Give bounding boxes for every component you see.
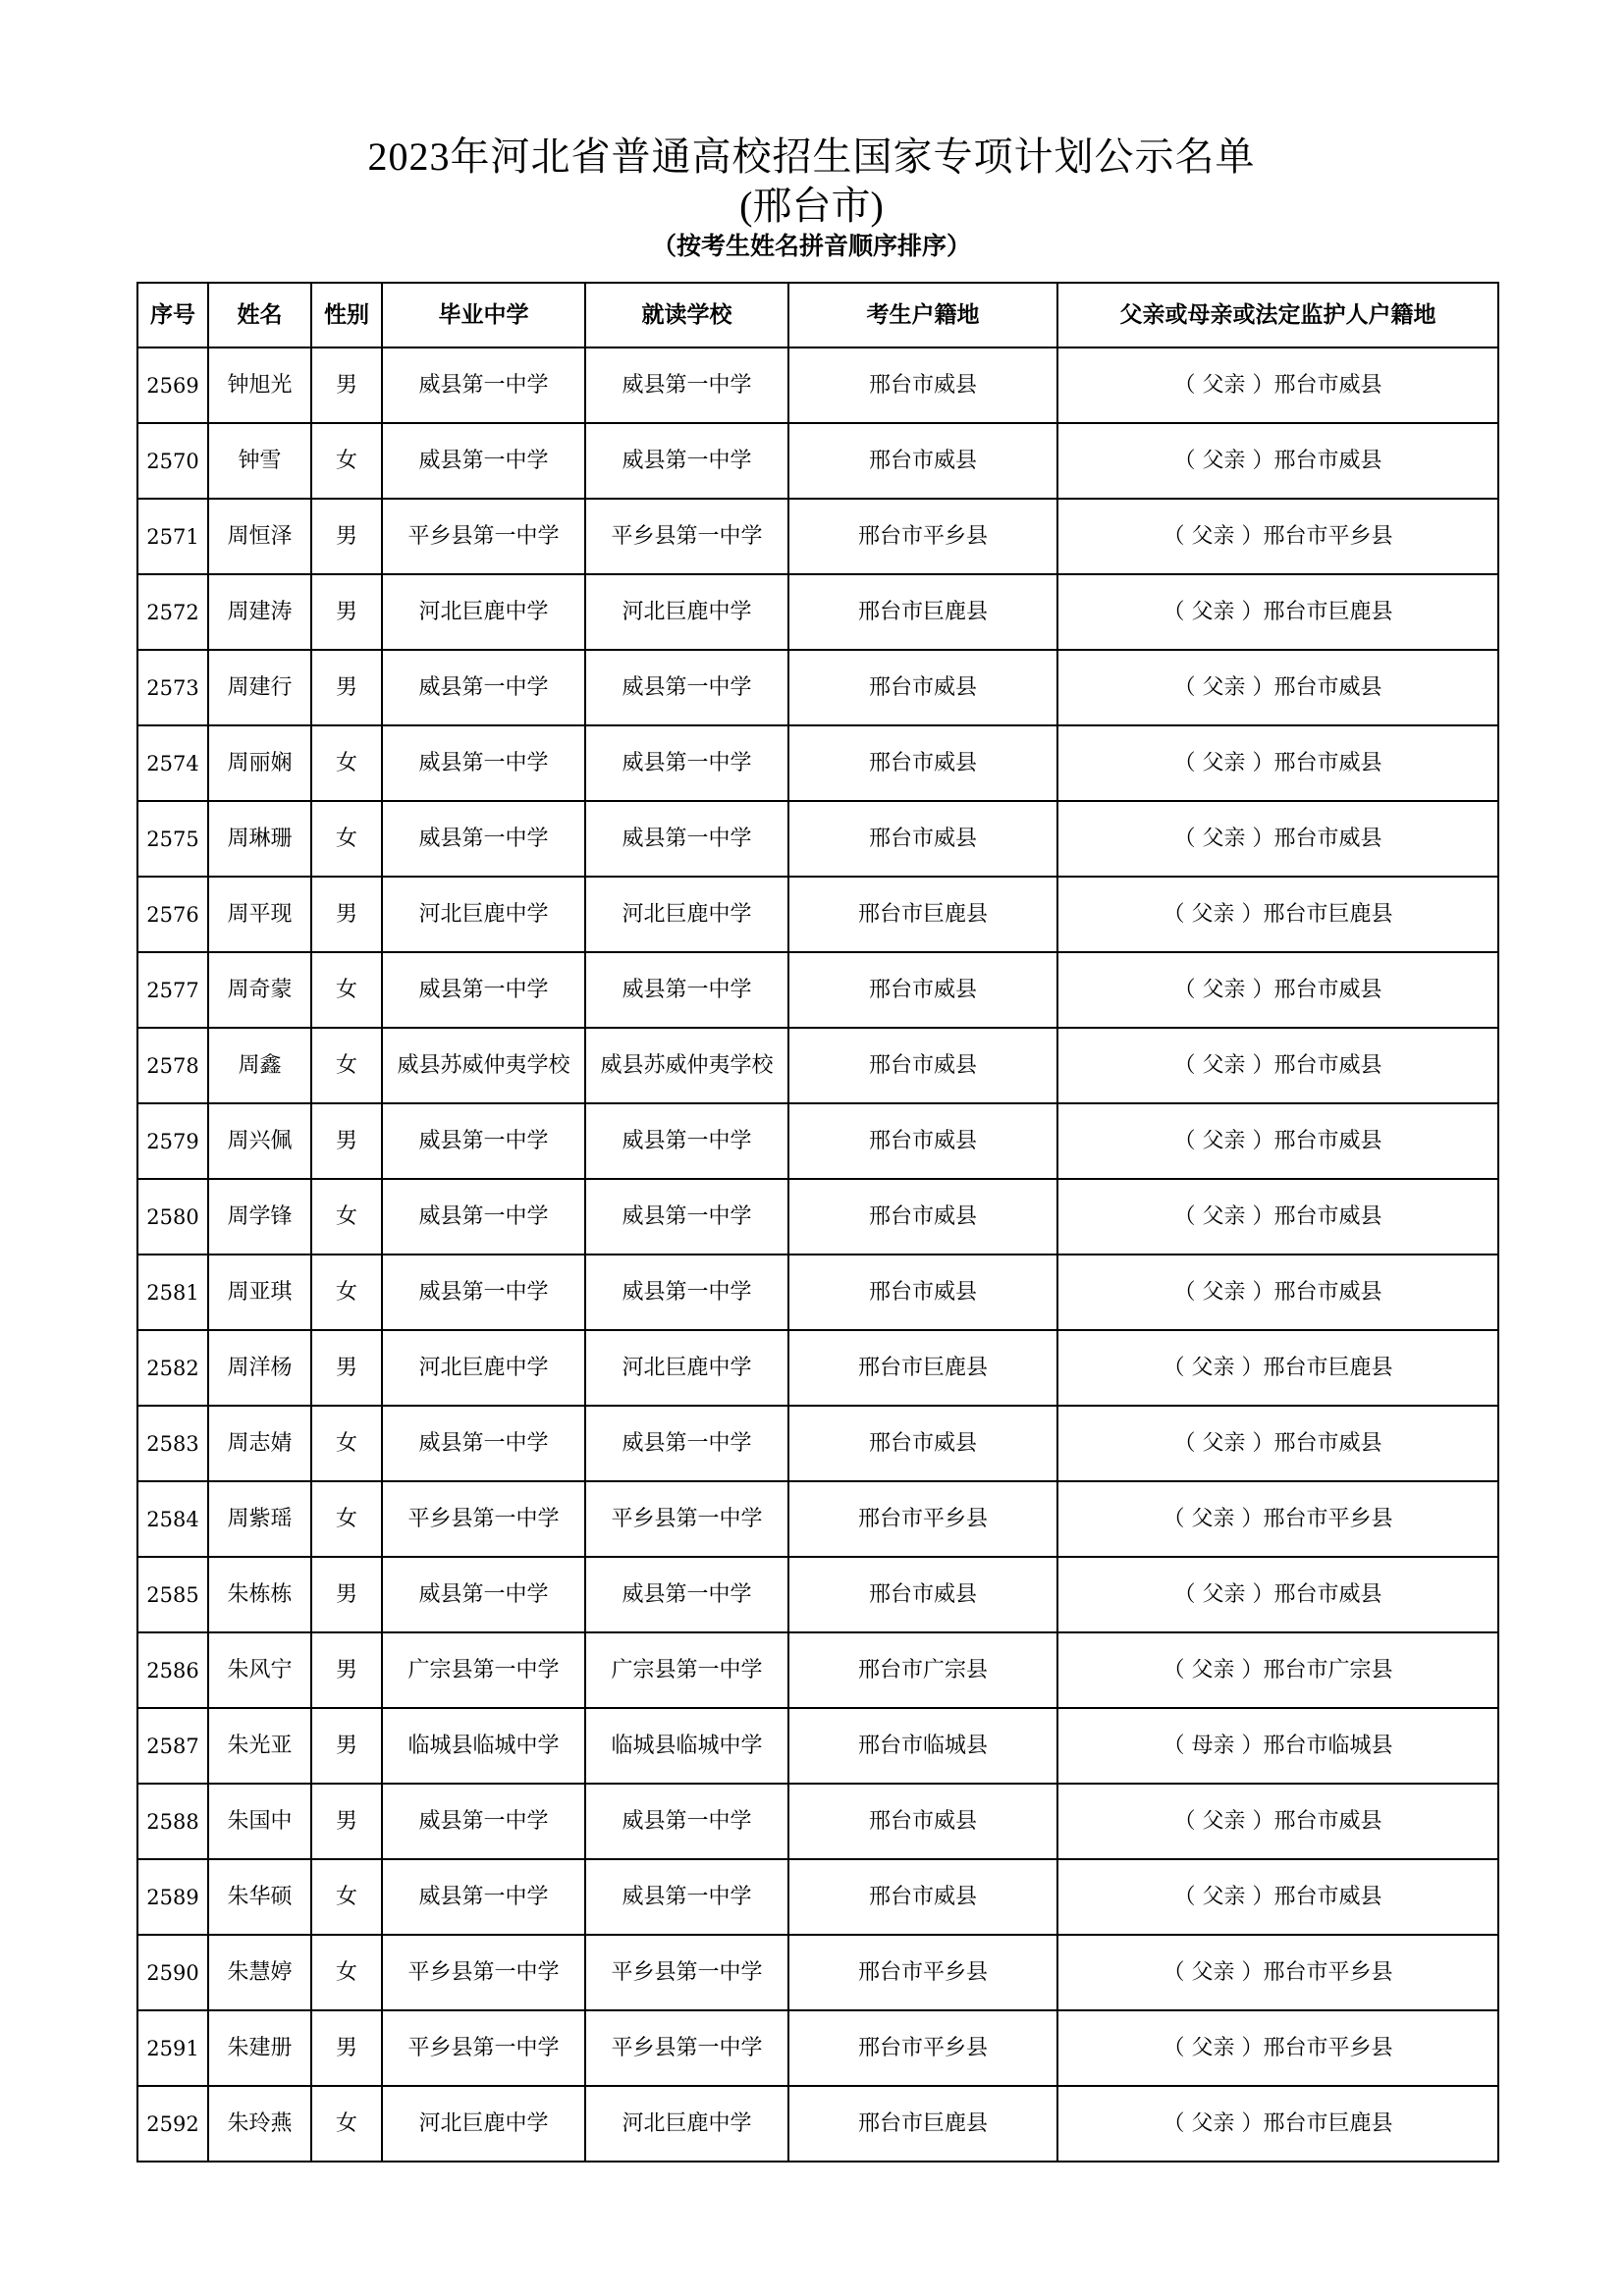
cell-no: 2569 xyxy=(137,347,208,423)
cell-gender: 男 xyxy=(311,347,382,423)
cell-name: 朱风宁 xyxy=(208,1632,311,1708)
table-row xyxy=(137,952,1498,1028)
cell-gender: 女 xyxy=(311,2086,382,2162)
cell-guardian-hukou: （ 父亲 ）邢台市巨鹿县 xyxy=(1057,2086,1498,2162)
cell-grad-school: 威县第一中学 xyxy=(382,725,585,801)
table-row xyxy=(137,1481,1498,1557)
cell-grad-school: 威县第一中学 xyxy=(382,1179,585,1255)
cell-gender: 女 xyxy=(311,1406,382,1481)
cell-name: 周亚琪 xyxy=(208,1255,311,1330)
table-row xyxy=(137,574,1498,650)
cell-grad-school: 威县苏威仲夷学校 xyxy=(382,1028,585,1103)
cell-no: 2579 xyxy=(137,1103,208,1179)
table-row xyxy=(137,499,1498,574)
cell-hukou: 邢台市威县 xyxy=(788,347,1057,423)
cell-name: 朱建册 xyxy=(208,2010,311,2086)
cell-hukou: 邢台市平乡县 xyxy=(788,1481,1057,1557)
cell-current-school: 平乡县第一中学 xyxy=(585,499,788,574)
cell-current-school: 威县第一中学 xyxy=(585,1406,788,1481)
cell-gender: 男 xyxy=(311,1557,382,1632)
cell-current-school: 威县第一中学 xyxy=(585,725,788,801)
cell-no: 2573 xyxy=(137,650,208,725)
cell-name: 周建行 xyxy=(208,650,311,725)
cell-grad-school: 河北巨鹿中学 xyxy=(382,1330,585,1406)
cell-current-school: 威县第一中学 xyxy=(585,952,788,1028)
cell-current-school: 威县第一中学 xyxy=(585,1557,788,1632)
cell-hukou: 邢台市威县 xyxy=(788,725,1057,801)
cell-guardian-hukou: （ 父亲 ）邢台市威县 xyxy=(1057,347,1498,423)
cell-guardian-hukou: （ 父亲 ）邢台市巨鹿县 xyxy=(1057,1330,1498,1406)
cell-grad-school: 威县第一中学 xyxy=(382,423,585,499)
cell-name: 周建涛 xyxy=(208,574,311,650)
cell-grad-school: 广宗县第一中学 xyxy=(382,1632,585,1708)
cell-hukou: 邢台市巨鹿县 xyxy=(788,1330,1057,1406)
cell-gender: 男 xyxy=(311,1103,382,1179)
cell-gender: 女 xyxy=(311,725,382,801)
cell-hukou: 邢台市威县 xyxy=(788,1028,1057,1103)
cell-grad-school: 河北巨鹿中学 xyxy=(382,877,585,952)
cell-name: 朱光亚 xyxy=(208,1708,311,1784)
cell-name: 周学锋 xyxy=(208,1179,311,1255)
cell-guardian-hukou: （ 父亲 ）邢台市威县 xyxy=(1057,650,1498,725)
cell-guardian-hukou: （ 父亲 ）邢台市威县 xyxy=(1057,1859,1498,1935)
cell-grad-school: 平乡县第一中学 xyxy=(382,1935,585,2010)
cell-hukou: 邢台市平乡县 xyxy=(788,1935,1057,2010)
cell-gender: 女 xyxy=(311,1481,382,1557)
cell-grad-school: 平乡县第一中学 xyxy=(382,2010,585,2086)
cell-grad-school: 威县第一中学 xyxy=(382,1255,585,1330)
cell-guardian-hukou: （ 父亲 ）邢台市威县 xyxy=(1057,423,1498,499)
cell-name: 朱华硕 xyxy=(208,1859,311,1935)
cell-no: 2587 xyxy=(137,1708,208,1784)
table-row xyxy=(137,1028,1498,1103)
cell-gender: 女 xyxy=(311,1935,382,2010)
cell-name: 朱玲燕 xyxy=(208,2086,311,2162)
cell-gender: 女 xyxy=(311,1255,382,1330)
cell-no: 2574 xyxy=(137,725,208,801)
col-header-grad-school: 毕业中学 xyxy=(382,283,585,347)
cell-gender: 女 xyxy=(311,1859,382,1935)
col-header-current-school: 就读学校 xyxy=(585,283,788,347)
cell-hukou: 邢台市威县 xyxy=(788,1557,1057,1632)
cell-current-school: 威县第一中学 xyxy=(585,1859,788,1935)
cell-current-school: 威县苏威仲夷学校 xyxy=(585,1028,788,1103)
cell-hukou: 邢台市平乡县 xyxy=(788,2010,1057,2086)
cell-hukou: 邢台市威县 xyxy=(788,1179,1057,1255)
cell-no: 2582 xyxy=(137,1330,208,1406)
col-header-no: 序号 xyxy=(137,283,208,347)
table-row xyxy=(137,877,1498,952)
cell-gender: 女 xyxy=(311,801,382,877)
cell-name: 朱栋栋 xyxy=(208,1557,311,1632)
col-header-hukou: 考生户籍地 xyxy=(788,283,1057,347)
cell-name: 周洋杨 xyxy=(208,1330,311,1406)
cell-no: 2586 xyxy=(137,1632,208,1708)
table-header-row xyxy=(137,283,1498,347)
cell-current-school: 河北巨鹿中学 xyxy=(585,1330,788,1406)
cell-no: 2590 xyxy=(137,1935,208,2010)
cell-gender: 男 xyxy=(311,2010,382,2086)
cell-guardian-hukou: （ 父亲 ）邢台市威县 xyxy=(1057,725,1498,801)
cell-name: 周恒泽 xyxy=(208,499,311,574)
cell-grad-school: 河北巨鹿中学 xyxy=(382,574,585,650)
cell-hukou: 邢台市威县 xyxy=(788,1103,1057,1179)
cell-grad-school: 威县第一中学 xyxy=(382,801,585,877)
sort-note: （按考生姓名拼音顺序排序） xyxy=(651,234,971,260)
cell-hukou: 邢台市威县 xyxy=(788,650,1057,725)
cell-no: 2577 xyxy=(137,952,208,1028)
cell-hukou: 邢台市威县 xyxy=(788,952,1057,1028)
cell-no: 2570 xyxy=(137,423,208,499)
table-row xyxy=(137,725,1498,801)
cell-guardian-hukou: （ 父亲 ）邢台市威县 xyxy=(1057,1255,1498,1330)
cell-hukou: 邢台市广宗县 xyxy=(788,1632,1057,1708)
cell-hukou: 邢台市巨鹿县 xyxy=(788,2086,1057,2162)
cell-name: 朱国中 xyxy=(208,1784,311,1859)
cell-guardian-hukou: （ 父亲 ）邢台市威县 xyxy=(1057,1557,1498,1632)
cell-name: 周平现 xyxy=(208,877,311,952)
cell-hukou: 邢台市威县 xyxy=(788,1406,1057,1481)
cell-name: 钟旭光 xyxy=(208,347,311,423)
cell-name: 周志婧 xyxy=(208,1406,311,1481)
cell-grad-school: 威县第一中学 xyxy=(382,952,585,1028)
cell-grad-school: 河北巨鹿中学 xyxy=(382,2086,585,2162)
table-row xyxy=(137,2086,1498,2162)
cell-current-school: 平乡县第一中学 xyxy=(585,1481,788,1557)
cell-current-school: 临城县临城中学 xyxy=(585,1708,788,1784)
cell-no: 2584 xyxy=(137,1481,208,1557)
cell-name: 钟雪 xyxy=(208,423,311,499)
cell-guardian-hukou: （ 父亲 ）邢台市威县 xyxy=(1057,1103,1498,1179)
cell-name: 周丽娴 xyxy=(208,725,311,801)
cell-grad-school: 临城县临城中学 xyxy=(382,1708,585,1784)
cell-current-school: 威县第一中学 xyxy=(585,347,788,423)
cell-guardian-hukou: （ 父亲 ）邢台市威县 xyxy=(1057,1179,1498,1255)
cell-name: 朱慧婷 xyxy=(208,1935,311,2010)
cell-current-school: 威县第一中学 xyxy=(585,1103,788,1179)
table-row xyxy=(137,650,1498,725)
cell-hukou: 邢台市威县 xyxy=(788,801,1057,877)
cell-current-school: 威县第一中学 xyxy=(585,1784,788,1859)
cell-grad-school: 威县第一中学 xyxy=(382,1406,585,1481)
cell-grad-school: 平乡县第一中学 xyxy=(382,1481,585,1557)
cell-guardian-hukou: （ 父亲 ）邢台市威县 xyxy=(1057,1784,1498,1859)
cell-guardian-hukou: （ 父亲 ）邢台市平乡县 xyxy=(1057,2010,1498,2086)
cell-name: 周奇蒙 xyxy=(208,952,311,1028)
cell-guardian-hukou: （ 父亲 ）邢台市平乡县 xyxy=(1057,1935,1498,2010)
table-row xyxy=(137,423,1498,499)
cell-gender: 男 xyxy=(311,1708,382,1784)
cell-gender: 男 xyxy=(311,877,382,952)
cell-grad-school: 威县第一中学 xyxy=(382,1103,585,1179)
cell-no: 2592 xyxy=(137,2086,208,2162)
cell-no: 2576 xyxy=(137,877,208,952)
cell-gender: 女 xyxy=(311,423,382,499)
cell-no: 2575 xyxy=(137,801,208,877)
cell-guardian-hukou: （ 父亲 ）邢台市平乡县 xyxy=(1057,499,1498,574)
cell-current-school: 平乡县第一中学 xyxy=(585,2010,788,2086)
cell-guardian-hukou: （ 父亲 ）邢台市威县 xyxy=(1057,1028,1498,1103)
cell-hukou: 邢台市巨鹿县 xyxy=(788,877,1057,952)
cell-gender: 女 xyxy=(311,1179,382,1255)
cell-grad-school: 威县第一中学 xyxy=(382,1784,585,1859)
table-row xyxy=(137,1784,1498,1859)
cell-grad-school: 威县第一中学 xyxy=(382,650,585,725)
cell-guardian-hukou: （ 父亲 ）邢台市巨鹿县 xyxy=(1057,877,1498,952)
table-row xyxy=(137,1103,1498,1179)
cell-gender: 男 xyxy=(311,499,382,574)
cell-no: 2583 xyxy=(137,1406,208,1481)
cell-current-school: 威县第一中学 xyxy=(585,650,788,725)
page-subtitle-city: (邢台市) xyxy=(739,184,884,228)
cell-no: 2585 xyxy=(137,1557,208,1632)
cell-guardian-hukou: （ 父亲 ）邢台市广宗县 xyxy=(1057,1632,1498,1708)
table-row xyxy=(137,2010,1498,2086)
table-row xyxy=(137,1859,1498,1935)
cell-grad-school: 威县第一中学 xyxy=(382,1557,585,1632)
table-row xyxy=(137,1557,1498,1632)
cell-name: 周兴佩 xyxy=(208,1103,311,1179)
cell-guardian-hukou: （ 母亲 ）邢台市临城县 xyxy=(1057,1708,1498,1784)
table-row xyxy=(137,1406,1498,1481)
cell-no: 2578 xyxy=(137,1028,208,1103)
cell-hukou: 邢台市巨鹿县 xyxy=(788,574,1057,650)
cell-hukou: 邢台市威县 xyxy=(788,1255,1057,1330)
cell-no: 2591 xyxy=(137,2010,208,2086)
table-row xyxy=(137,347,1498,423)
table-row xyxy=(137,1708,1498,1784)
cell-current-school: 广宗县第一中学 xyxy=(585,1632,788,1708)
cell-name: 周琳珊 xyxy=(208,801,311,877)
cell-no: 2571 xyxy=(137,499,208,574)
cell-guardian-hukou: （ 父亲 ）邢台市平乡县 xyxy=(1057,1481,1498,1557)
cell-gender: 男 xyxy=(311,650,382,725)
cell-gender: 男 xyxy=(311,1784,382,1859)
roster-table xyxy=(136,282,1499,2163)
cell-hukou: 邢台市威县 xyxy=(788,1784,1057,1859)
col-header-gender: 性别 xyxy=(311,283,382,347)
table-row xyxy=(137,801,1498,877)
cell-gender: 女 xyxy=(311,1028,382,1103)
table-row xyxy=(137,1330,1498,1406)
cell-grad-school: 威县第一中学 xyxy=(382,347,585,423)
cell-current-school: 威县第一中学 xyxy=(585,801,788,877)
cell-name: 周鑫 xyxy=(208,1028,311,1103)
cell-hukou: 邢台市临城县 xyxy=(788,1708,1057,1784)
cell-no: 2572 xyxy=(137,574,208,650)
cell-no: 2588 xyxy=(137,1784,208,1859)
cell-grad-school: 平乡县第一中学 xyxy=(382,499,585,574)
cell-current-school: 平乡县第一中学 xyxy=(585,1935,788,2010)
cell-hukou: 邢台市威县 xyxy=(788,1859,1057,1935)
cell-no: 2580 xyxy=(137,1179,208,1255)
cell-gender: 女 xyxy=(311,952,382,1028)
cell-guardian-hukou: （ 父亲 ）邢台市威县 xyxy=(1057,1406,1498,1481)
cell-gender: 男 xyxy=(311,1632,382,1708)
page-title: 2023年河北省普通高校招生国家专项计划公示名单 xyxy=(367,134,1256,179)
cell-current-school: 威县第一中学 xyxy=(585,423,788,499)
cell-current-school: 河北巨鹿中学 xyxy=(585,877,788,952)
cell-grad-school: 威县第一中学 xyxy=(382,1859,585,1935)
cell-hukou: 邢台市平乡县 xyxy=(788,499,1057,574)
table-row xyxy=(137,1935,1498,2010)
table-row xyxy=(137,1255,1498,1330)
cell-current-school: 威县第一中学 xyxy=(585,1179,788,1255)
col-header-guardian-hukou: 父亲或母亲或法定监护人户籍地 xyxy=(1057,283,1498,347)
cell-no: 2589 xyxy=(137,1859,208,1935)
cell-guardian-hukou: （ 父亲 ）邢台市威县 xyxy=(1057,801,1498,877)
cell-hukou: 邢台市威县 xyxy=(788,423,1057,499)
table-row xyxy=(137,1632,1498,1708)
cell-current-school: 河北巨鹿中学 xyxy=(585,2086,788,2162)
col-header-name: 姓名 xyxy=(208,283,311,347)
cell-current-school: 河北巨鹿中学 xyxy=(585,574,788,650)
cell-gender: 男 xyxy=(311,574,382,650)
cell-gender: 男 xyxy=(311,1330,382,1406)
cell-guardian-hukou: （ 父亲 ）邢台市威县 xyxy=(1057,952,1498,1028)
cell-name: 周紫瑶 xyxy=(208,1481,311,1557)
table-row xyxy=(137,1179,1498,1255)
cell-guardian-hukou: （ 父亲 ）邢台市巨鹿县 xyxy=(1057,574,1498,650)
cell-no: 2581 xyxy=(137,1255,208,1330)
cell-current-school: 威县第一中学 xyxy=(585,1255,788,1330)
